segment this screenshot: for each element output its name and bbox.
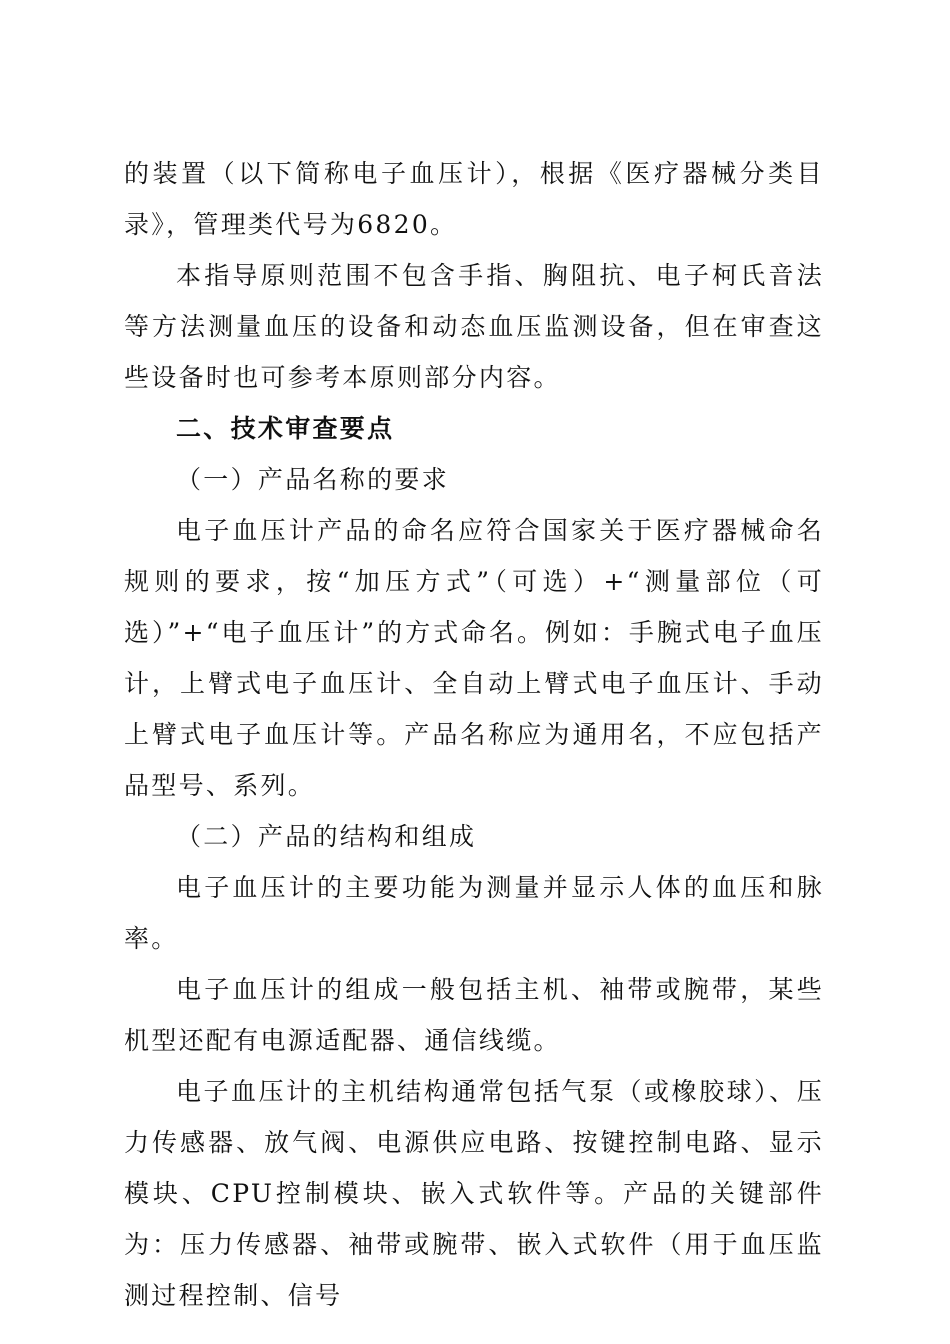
paragraph-main-function: 电子血压计的主要功能为测量并显示人体的血压和脉率。 bbox=[124, 873, 824, 953]
document-body bbox=[124, 148, 824, 1321]
paragraph-host-structure: 电子血压计的主机结构通常包括气泵（或橡胶球）、压力传感器、放气阀、电源供应电路、按键控制电路、显示模块、CPU控制模块、嵌入式软件等。产品的关键部件为：压力传感器、袖带或腕带、嵌入式软件（用于血压监测过程控制、信号 bbox=[124, 1077, 824, 1310]
subsection-heading-product-name: （一）产品名称的要求 bbox=[176, 465, 450, 494]
paragraph-naming-rules: 电子血压计产品的命名应符合国家关于医疗器械命名规则的要求，按“加压方式”（可选）+“测量部位（可选）”+“电子血压计”的方式命名。例如：手腕式电子血压计，上臂式电子血压计、全自动上臂式电子血压计、手动上臂式电子血压计等。产品名称应为通用名，不应包括产品型号、系列。 bbox=[124, 516, 824, 800]
subsection-heading-structure: （二）产品的结构和组成 bbox=[176, 822, 477, 851]
paragraph-scope-exclusion: 本指导原则范围不包含手指、胸阻抗、电子柯氏音法等方法测量血压的设备和动态血压监测设备，但在审查这些设备时也可参考本原则部分内容。 bbox=[124, 261, 824, 392]
paragraph-scope-continued: 的装置（以下简称电子血压计），根据《医疗器械分类目录》，管理类代号为6820。 bbox=[124, 159, 824, 239]
paragraph-composition: 电子血压计的组成一般包括主机、袖带或腕带，某些机型还配有电源适配器、通信线缆。 bbox=[124, 975, 824, 1055]
section-heading-technical-review: 二、技术审查要点 bbox=[176, 414, 395, 443]
